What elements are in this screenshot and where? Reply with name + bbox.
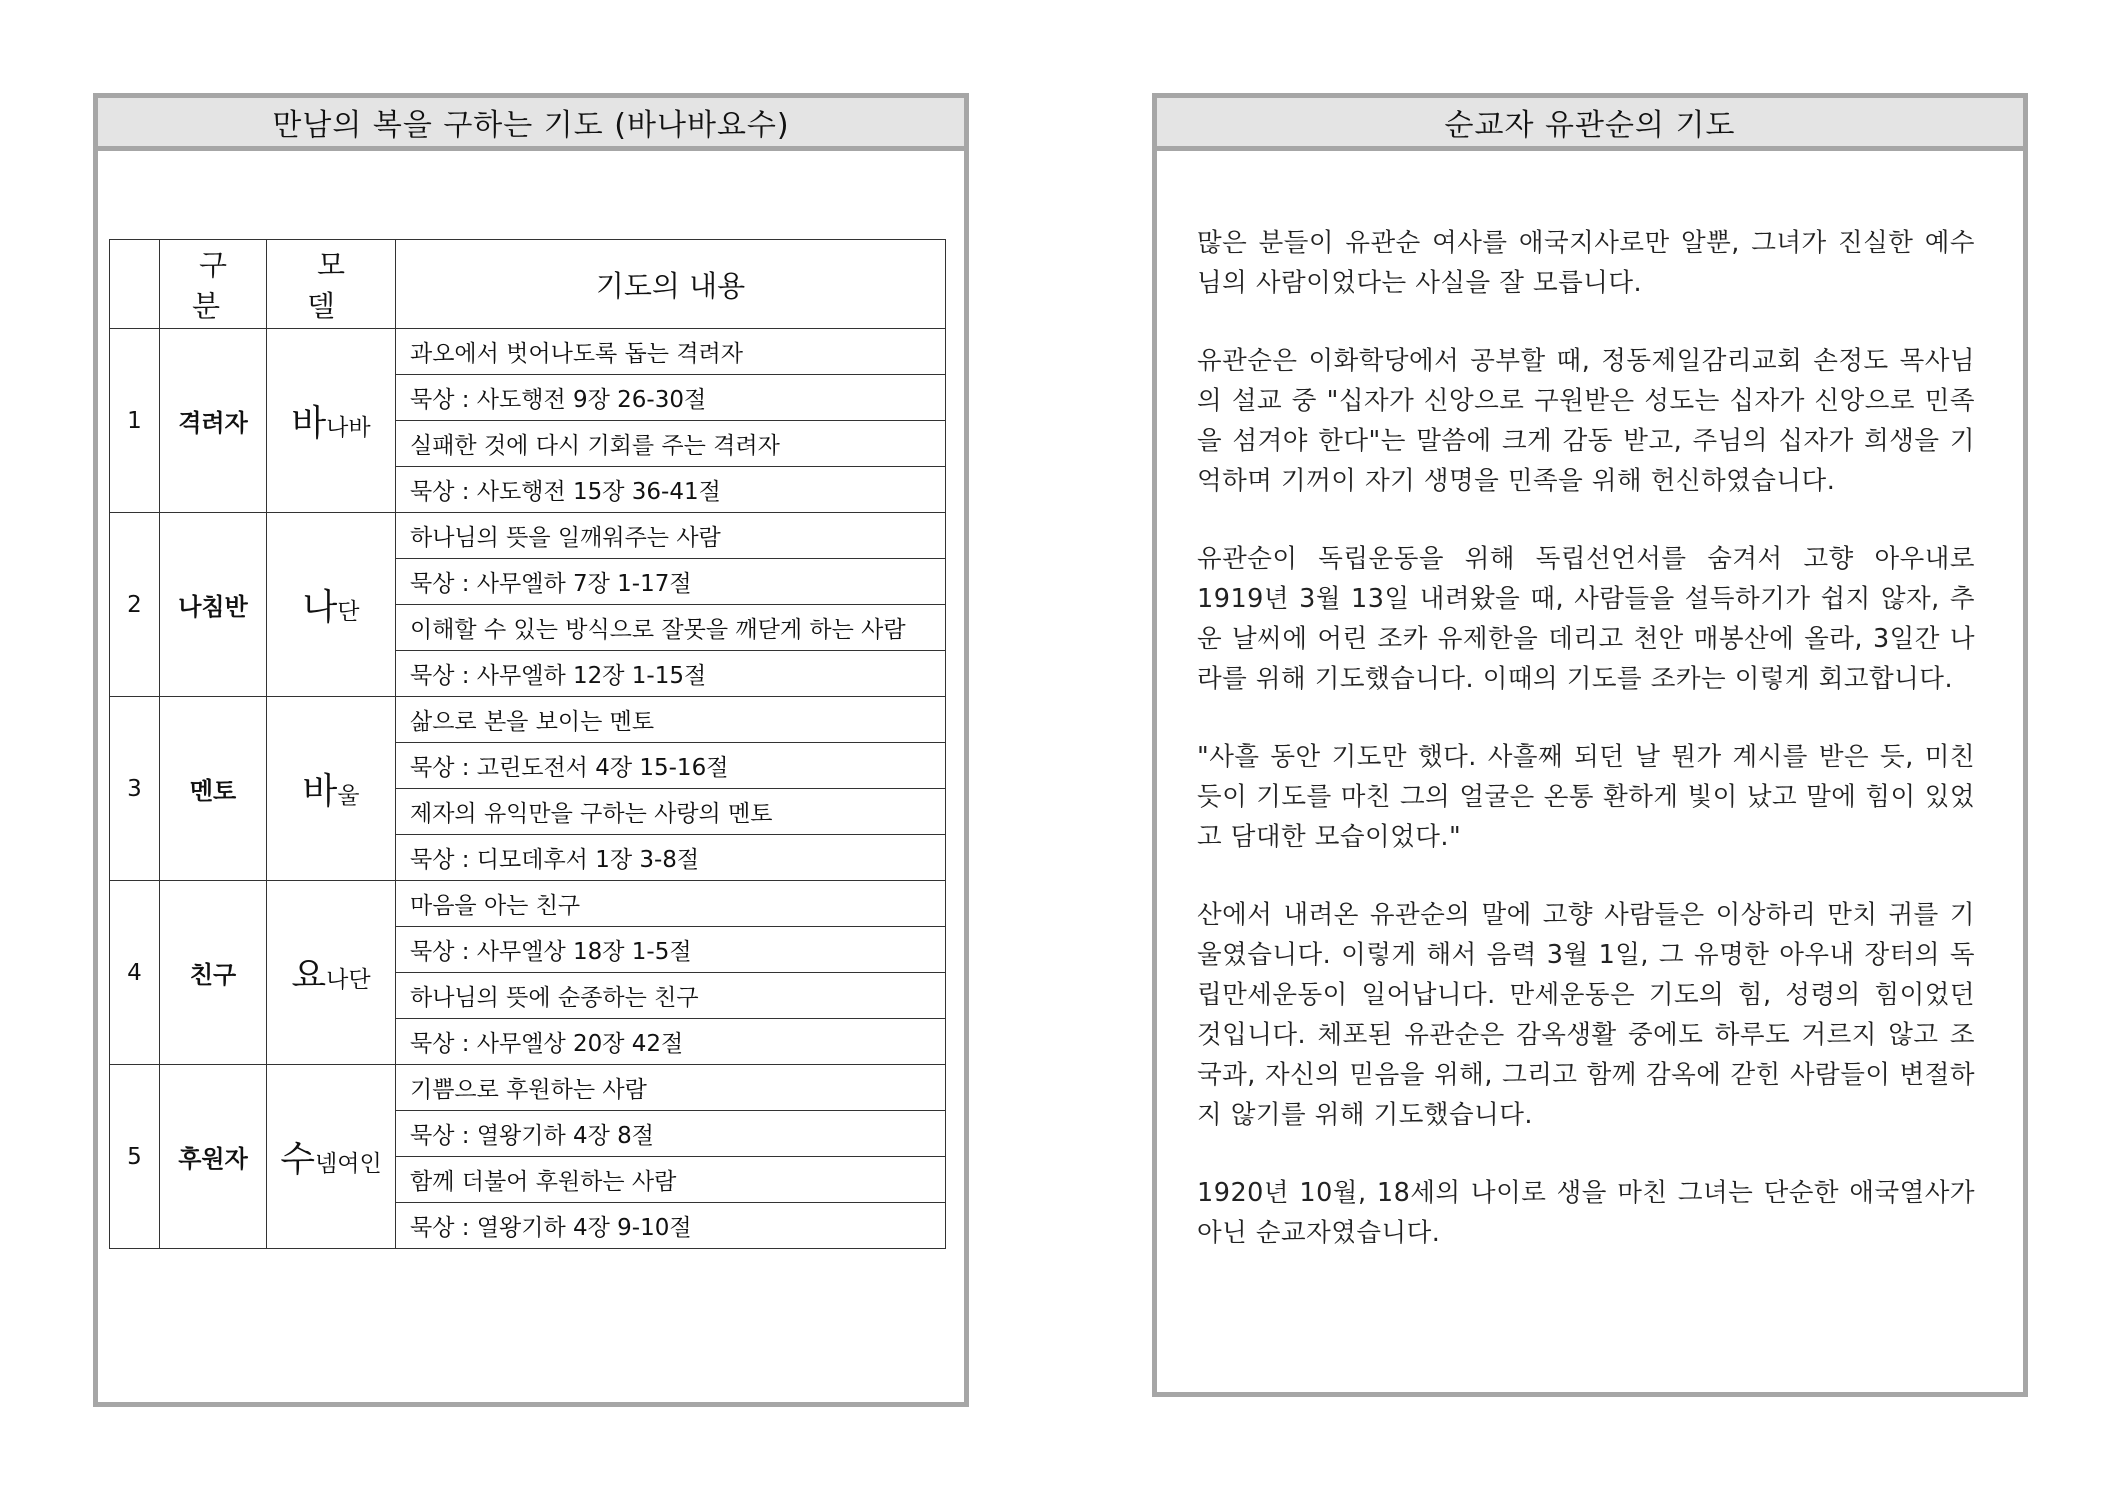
row-model (267, 513, 396, 697)
model-initial: 바 (291, 403, 327, 444)
prayer-line: 하나님의 뜻을 일깨워주는 사람 (396, 513, 946, 559)
prayer-line: 과오에서 벗어나도록 돕는 격려자 (396, 329, 946, 375)
model-rest: 울 (337, 783, 360, 809)
left-panel (93, 93, 969, 1407)
meditation-line: 묵상 : 사무엘하 12장 1-15절 (396, 651, 946, 697)
row-number: 2 (110, 513, 160, 697)
model-initial: 요 (291, 955, 327, 996)
prayer-line: 기쁨으로 후원하는 사람 (396, 1065, 946, 1111)
meditation-line: 묵상 : 디모데후서 1장 3-8절 (396, 835, 946, 881)
prayer-line: 이해할 수 있는 방식으로 잘못을 깨닫게 하는 사람 (396, 605, 946, 651)
model-initial: 나 (302, 587, 338, 628)
meditation-line: 묵상 : 사무엘상 18장 1-5절 (396, 927, 946, 973)
meditation-line: 묵상 : 사도행전 9장 26-30절 (396, 375, 946, 421)
row-category: 격려자 (160, 329, 267, 513)
row-category: 나침반 (160, 513, 267, 697)
model-rest: 나단 (326, 967, 371, 993)
model-rest: 넴여인 (315, 1151, 382, 1177)
meditation-line: 묵상 : 사무엘하 7장 1-17절 (396, 559, 946, 605)
right-panel (1152, 93, 2028, 1397)
row-category: 멘토 (160, 697, 267, 881)
row-number: 1 (110, 329, 160, 513)
table-body (110, 329, 946, 1249)
prayer-table (109, 239, 946, 1249)
row-number: 3 (110, 697, 160, 881)
header-category: 구 분 (160, 240, 267, 329)
right-panel-title: 순교자 유관순의 기도 (1157, 98, 2023, 151)
model-rest: 나바 (326, 415, 371, 441)
row-category: 친구 (160, 881, 267, 1065)
prayer-line: 하나님의 뜻에 순종하는 친구 (396, 973, 946, 1019)
model-rest: 단 (337, 599, 360, 625)
prayer-line: 함께 더불어 후원하는 사람 (396, 1157, 946, 1203)
row-number: 5 (110, 1065, 160, 1249)
row-model (267, 329, 396, 513)
table-row (110, 1065, 946, 1111)
meditation-line: 묵상 : 열왕기하 4장 9-10절 (396, 1203, 946, 1249)
row-model (267, 881, 396, 1065)
table-row (110, 881, 946, 927)
row-number: 4 (110, 881, 160, 1065)
row-model (267, 1065, 396, 1249)
prayer-line: 마음을 아는 친구 (396, 881, 946, 927)
essay-paragraph: "사흘 동안 기도만 했다. 사흘째 되던 날 뭔가 계시를 받은 듯, 미친 듯이 기도를 마친 그의 얼굴은 온통 환하게 빛이 났고 말에 힘이 있었고 담대한 모습이었다." (1197, 742, 1975, 852)
meditation-line: 묵상 : 사도행전 15장 36-41절 (396, 467, 946, 513)
meditation-line: 묵상 : 열왕기하 4장 8절 (396, 1111, 946, 1157)
row-category: 후원자 (160, 1065, 267, 1249)
essay-paragraph: 산에서 내려온 유관순의 말에 고향 사람들은 이상하리 만치 귀를 기울였습니다. 이렇게 해서 음력 3월 1일, 그 유명한 아우내 장터의 독립만세운동이 일어납니다. 만세운동은 기도의 힘, 성령의 힘이었던 것입니다. 체포된 유관순은 감옥생활 중에도 하루도 거르지 않고 조국과, 자신의 믿음을 위해, 그리고 함께 감옥에 갇힌 사람들이 변절하지 않기를 위해 기도했습니다. (1197, 900, 1975, 1130)
model-initial: 수 (280, 1139, 316, 1180)
prayer-line: 실패한 것에 다시 기회를 주는 격려자 (396, 421, 946, 467)
table-header-row (110, 240, 946, 329)
header-content: 기도의 내용 (396, 240, 946, 329)
prayer-line: 제자의 유익만을 구하는 사랑의 멘토 (396, 789, 946, 835)
essay-text (1197, 223, 1975, 1291)
table-row (110, 329, 946, 375)
essay-paragraph: 1920년 10월, 18세의 나이로 생을 마친 그녀는 단순한 애국열사가 아닌 순교자였습니다. (1197, 1178, 1975, 1248)
essay-paragraph: 많은 분들이 유관순 여사를 애국지사로만 알뿐, 그녀가 진실한 예수님의 사람이었다는 사실을 잘 모릅니다. (1197, 228, 1975, 298)
table-row (110, 697, 946, 743)
model-initial: 바 (302, 771, 338, 812)
table-row (110, 513, 946, 559)
essay-paragraph: 유관순은 이화학당에서 공부할 때, 정동제일감리교회 손정도 목사님의 설교 중 "십자가 신앙으로 구원받은 성도는 십자가 신앙으로 민족을 섬겨야 한다"는 말씀에 크게 감동 받고, 주님의 십자가 희생을 기억하며 기꺼이 자기 생명을 민족을 위해 헌신하였습니다. (1197, 346, 1975, 496)
prayer-line: 삶으로 본을 보이는 멘토 (396, 697, 946, 743)
meditation-line: 묵상 : 사무엘상 20장 42절 (396, 1019, 946, 1065)
meditation-line: 묵상 : 고린도전서 4장 15-16절 (396, 743, 946, 789)
row-model (267, 697, 396, 881)
left-panel-title: 만남의 복을 구하는 기도 (바나바요수) (98, 98, 964, 151)
essay-paragraph: 유관순이 독립운동을 위해 독립선언서를 숨겨서 고향 아우내로 1919년 3월 13일 내려왔을 때, 사람들을 설득하기가 쉽지 않자, 추운 날씨에 어린 조카 유제한을 데리고 천안 매봉산에 올라, 3일간 나라를 위해 기도했습니다. 이때의 기도를 조카는 이렇게 회고합니다. (1197, 544, 1975, 694)
header-number (110, 240, 160, 329)
header-model: 모 델 (267, 240, 396, 329)
